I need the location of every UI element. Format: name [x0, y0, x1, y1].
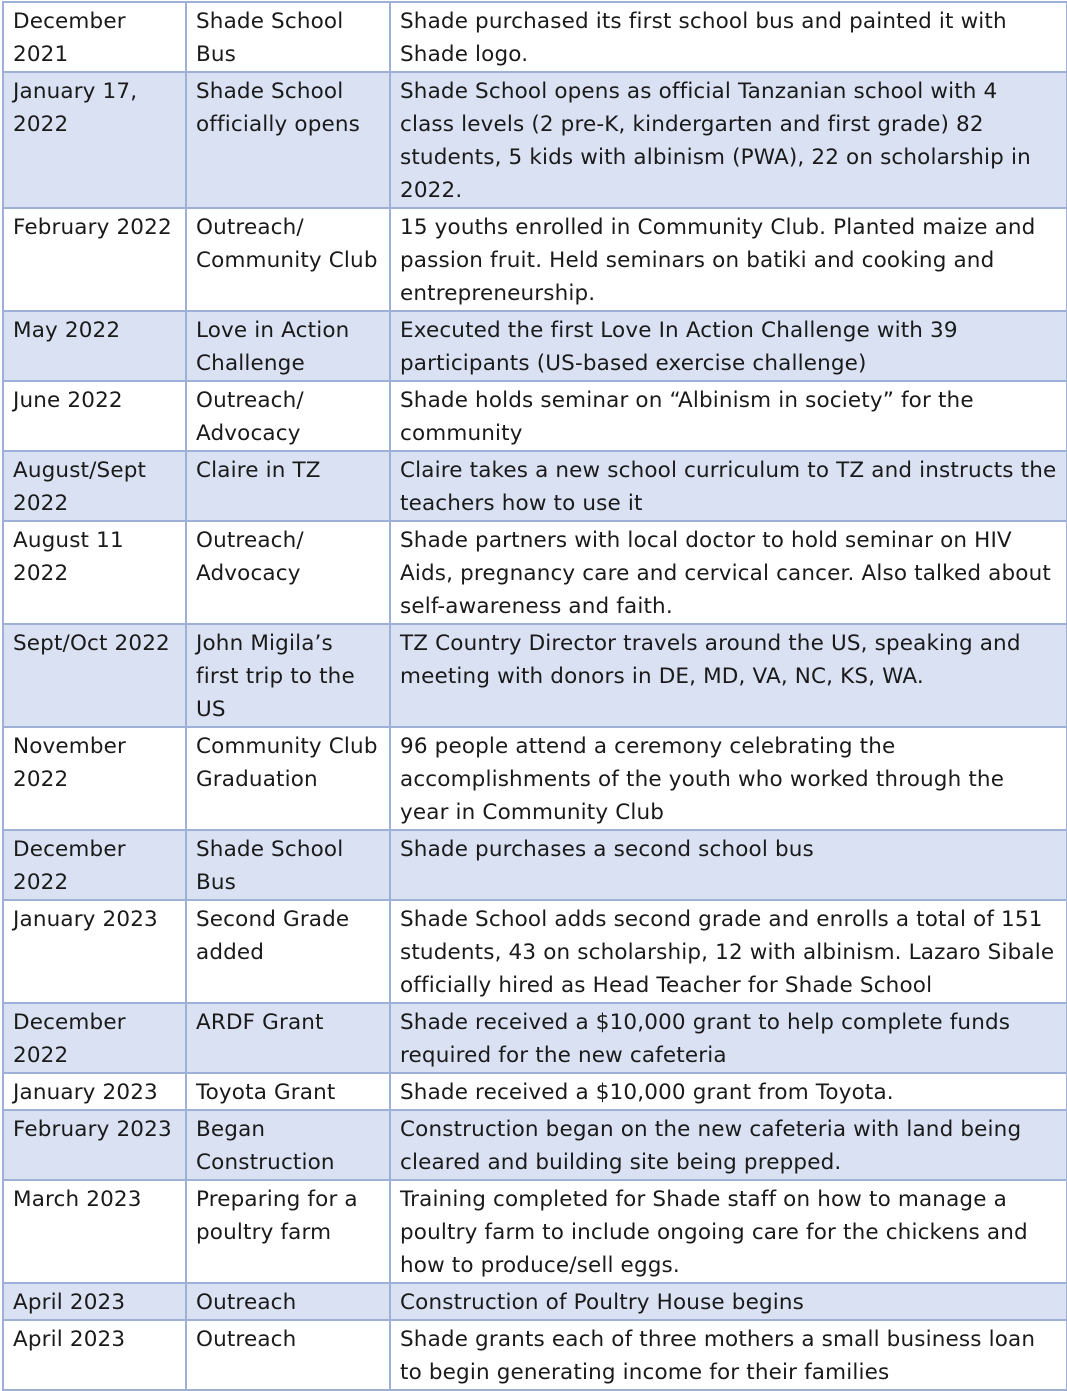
- table-row: [3, 1073, 1067, 1110]
- table-row: [3, 208, 1067, 311]
- date-cell: April 2023: [3, 1320, 186, 1390]
- event-cell: ARDF Grant: [186, 1003, 390, 1073]
- timeline-table: [2, 1, 1067, 1391]
- event-cell: Outreach/ Advocacy: [186, 381, 390, 451]
- description-cell: Shade grants each of three mothers a small business loan to begin generating income for their families: [390, 1320, 1067, 1390]
- event-cell: Outreach/ Advocacy: [186, 521, 390, 624]
- date-cell: May 2022: [3, 311, 186, 381]
- description-cell: Shade received a $10,000 grant from Toyota.: [390, 1073, 1067, 1110]
- date-cell: January 2023: [3, 900, 186, 1003]
- date-cell: December 2022: [3, 1003, 186, 1073]
- event-cell: Community Club Graduation: [186, 727, 390, 830]
- table-row: [3, 2, 1067, 72]
- event-cell: Outreach: [186, 1283, 390, 1320]
- date-cell: August 11 2022: [3, 521, 186, 624]
- description-cell: Training completed for Shade staff on how to manage a poultry farm to include ongoing care for the chickens and how to produce/sell eggs.: [390, 1180, 1067, 1283]
- event-cell: Outreach/ Community Club: [186, 208, 390, 311]
- date-cell: December 2022: [3, 830, 186, 900]
- description-cell: Claire takes a new school curriculum to TZ and instructs the teachers how to use it: [390, 451, 1067, 521]
- description-cell: Construction began on the new cafeteria with land being cleared and building site being prepped.: [390, 1110, 1067, 1180]
- event-cell: Claire in TZ: [186, 451, 390, 521]
- date-cell: February 2022: [3, 208, 186, 311]
- date-cell: Sept/Oct 2022: [3, 624, 186, 727]
- description-cell: Shade purchased its first school bus and painted it with Shade logo.: [390, 2, 1067, 72]
- table-row: [3, 830, 1067, 900]
- date-cell: January 2023: [3, 1073, 186, 1110]
- description-cell: Shade holds seminar on “Albinism in society” for the community: [390, 381, 1067, 451]
- event-cell: Began Construction: [186, 1110, 390, 1180]
- description-cell: 96 people attend a ceremony celebrating the accomplishments of the youth who worked through the year in Community Club: [390, 727, 1067, 830]
- event-cell: Love in Action Challenge: [186, 311, 390, 381]
- date-cell: June 2022: [3, 381, 186, 451]
- event-cell: Shade School Bus: [186, 2, 390, 72]
- table-row: [3, 381, 1067, 451]
- event-cell: Shade School officially opens: [186, 72, 390, 208]
- event-cell: John Migila’s first trip to the US: [186, 624, 390, 727]
- date-cell: January 17, 2022: [3, 72, 186, 208]
- description-cell: Shade purchases a second school bus: [390, 830, 1067, 900]
- table-row: [3, 1003, 1067, 1073]
- event-cell: Second Grade added: [186, 900, 390, 1003]
- date-cell: November 2022: [3, 727, 186, 830]
- event-cell: Shade School Bus: [186, 830, 390, 900]
- description-cell: Shade School opens as official Tanzanian school with 4 class levels (2 pre-K, kindergarten and first grade) 82 students, 5 kids with albinism (PWA), 22 on scholarship in 2022.: [390, 72, 1067, 208]
- table-row: [3, 727, 1067, 830]
- table-row: [3, 72, 1067, 208]
- description-cell: 15 youths enrolled in Community Club. Planted maize and passion fruit. Held seminars on batiki and cooking and entrepreneurship.: [390, 208, 1067, 311]
- event-cell: Outreach: [186, 1320, 390, 1390]
- table-row: [3, 1283, 1067, 1320]
- date-cell: March 2023: [3, 1180, 186, 1283]
- date-cell: August/Sept 2022: [3, 451, 186, 521]
- table-row: [3, 451, 1067, 521]
- date-cell: February 2023: [3, 1110, 186, 1180]
- table-row: [3, 311, 1067, 381]
- date-cell: April 2023: [3, 1283, 186, 1320]
- description-cell: Shade School adds second grade and enrolls a total of 151 students, 43 on scholarship, 12 with albinism. Lazaro Sibale officially hired as Head Teacher for Shade School: [390, 900, 1067, 1003]
- table-row: [3, 900, 1067, 1003]
- description-cell: TZ Country Director travels around the US, speaking and meeting with donors in DE, MD, VA, NC, KS, WA.: [390, 624, 1067, 727]
- description-cell: Shade partners with local doctor to hold seminar on HIV Aids, pregnancy care and cervical cancer. Also talked about self-awareness and faith.: [390, 521, 1067, 624]
- table-row: [3, 1180, 1067, 1283]
- date-cell: December 2021: [3, 2, 186, 72]
- table-row: [3, 1320, 1067, 1390]
- event-cell: Preparing for a poultry farm: [186, 1180, 390, 1283]
- table-row: [3, 624, 1067, 727]
- table-row: [3, 521, 1067, 624]
- timeline-body: [3, 2, 1067, 1390]
- event-cell: Toyota Grant: [186, 1073, 390, 1110]
- description-cell: Shade received a $10,000 grant to help complete funds required for the new cafeteria: [390, 1003, 1067, 1073]
- description-cell: Executed the first Love In Action Challenge with 39 participants (US-based exercise challenge): [390, 311, 1067, 381]
- description-cell: Construction of Poultry House begins: [390, 1283, 1067, 1320]
- table-row: [3, 1110, 1067, 1180]
